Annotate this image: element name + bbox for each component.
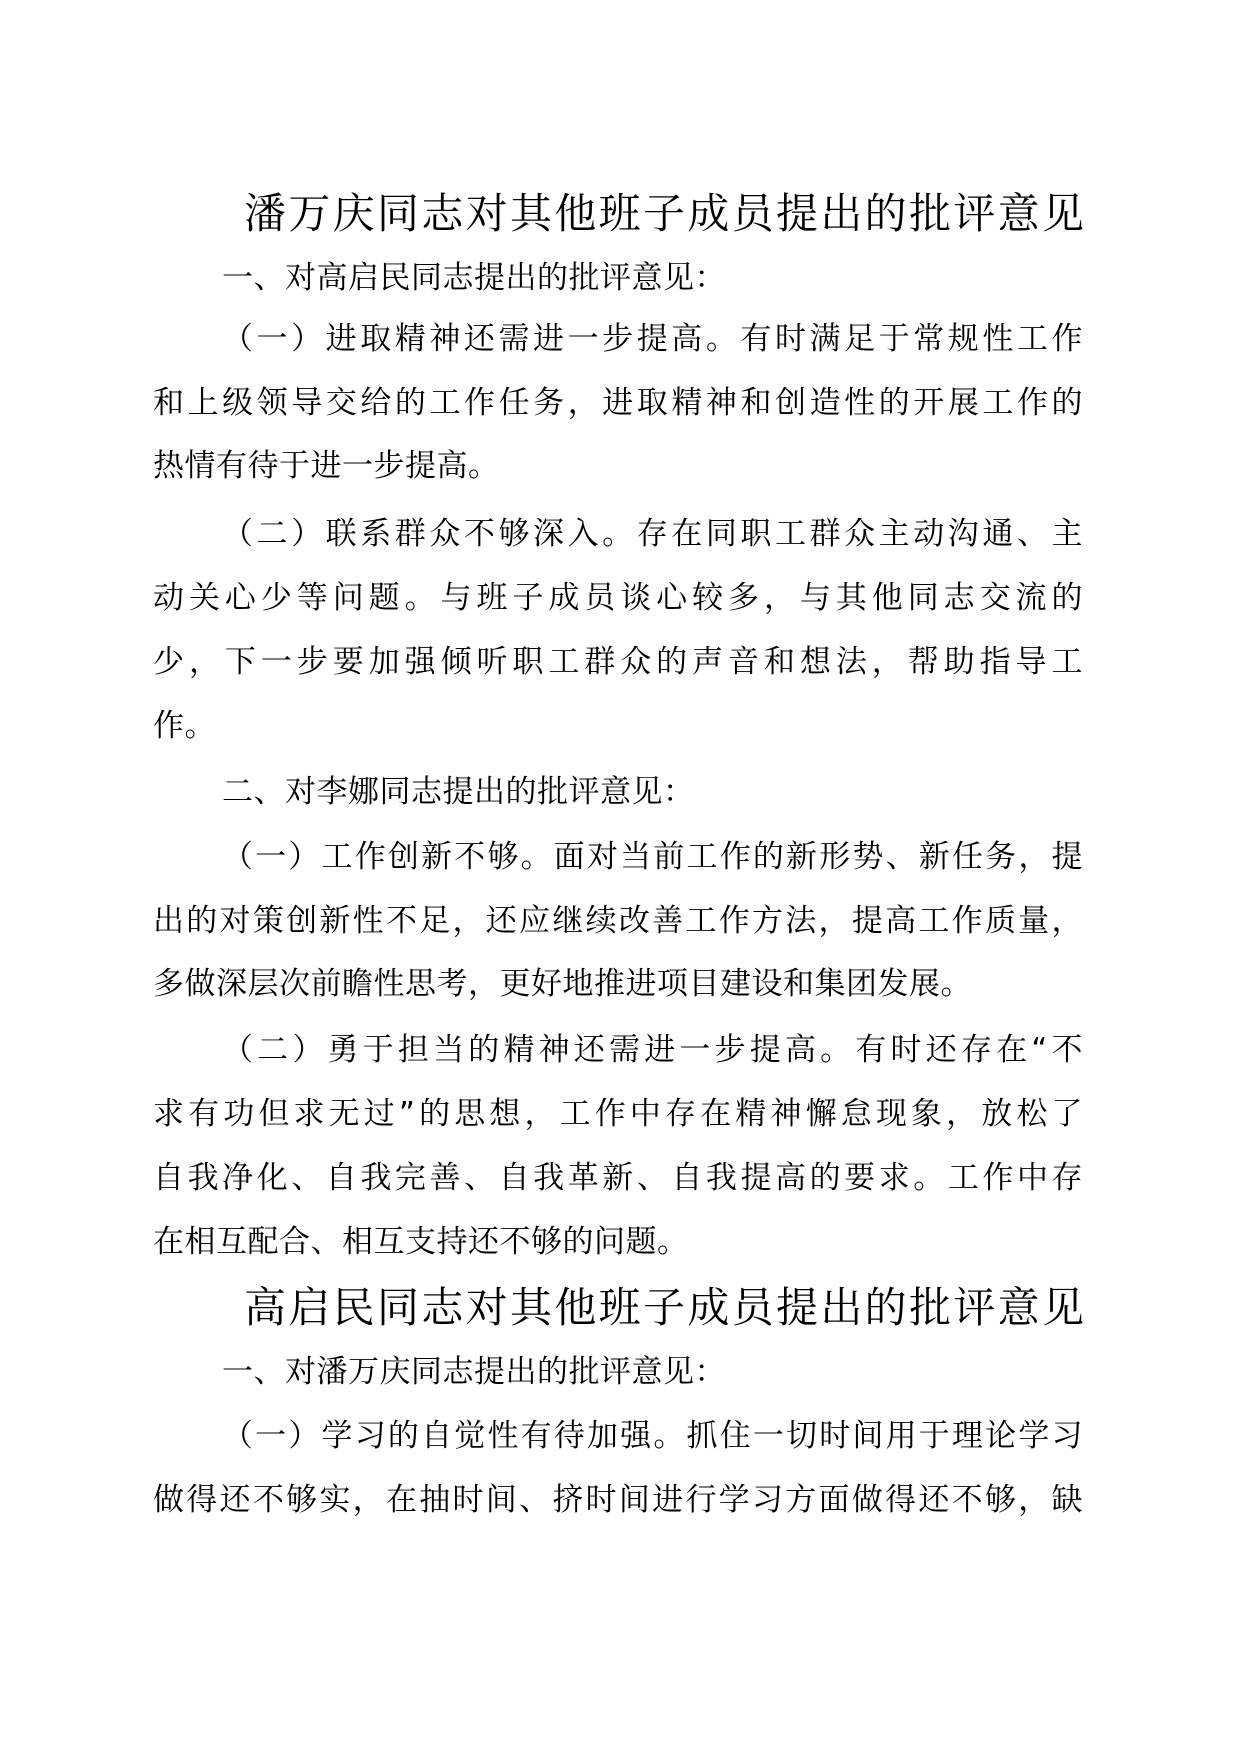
section-title: 高启民同志对其他班子成员提出的批评意见 [244, 1283, 1084, 1332]
paragraph-line: 作。 [153, 708, 216, 744]
paragraph-line: （二）联系群众不够深入。存在同职工群众主动沟通、主 [222, 516, 1083, 552]
paragraph-line: 热情有待于进一步提高。 [153, 448, 500, 484]
paragraph-line: 动关心少等问题。与班子成员谈心较多，与其他同志交流的 [153, 580, 1083, 616]
paragraph-line: 做得还不够实，在抽时间、挤时间进行学习方面做得还不够，缺 [153, 1482, 1083, 1518]
subsection-heading: 二、对李娜同志提出的批评意见： [222, 774, 695, 810]
paragraph-line: （一）学习的自觉性有待加强。抓住一切时间用于理论学习 [222, 1418, 1083, 1454]
section-title: 潘万庆同志对其他班子成员提出的批评意见 [244, 189, 1084, 238]
paragraph-line: 在相互配合、相互支持还不够的问题。 [153, 1224, 689, 1260]
paragraph-line: （一）进取精神还需进一步提高。有时满足于常规性工作 [222, 321, 1083, 357]
paragraph-line: 多做深层次前瞻性思考，更好地推进项目建设和集团发展。 [153, 966, 972, 1002]
paragraph-line: 少，下一步要加强倾听职工群众的声音和想法，帮助指导工 [153, 644, 1083, 680]
subsection-heading: 一、对潘万庆同志提出的批评意见： [222, 1354, 726, 1390]
paragraph-line: （二）勇于担当的精神还需进一步提高。有时还存在“不 [222, 1032, 1083, 1068]
paragraph-line: （一）工作创新不够。面对当前工作的新形势、新任务，提 [222, 839, 1083, 875]
paragraph-line: 和上级领导交给的工作任务，进取精神和创造性的开展工作的 [153, 385, 1083, 421]
paragraph-line: 求有功但求无过”的思想，工作中存在精神懈怠现象，放松了 [153, 1096, 1083, 1132]
subsection-heading: 一、对高启民同志提出的批评意见： [222, 260, 726, 296]
paragraph-line: 自我净化、自我完善、自我革新、自我提高的要求。工作中存 [153, 1160, 1083, 1196]
paragraph-line: 出的对策创新性不足，还应继续改善工作方法，提高工作质量， [153, 903, 1083, 939]
